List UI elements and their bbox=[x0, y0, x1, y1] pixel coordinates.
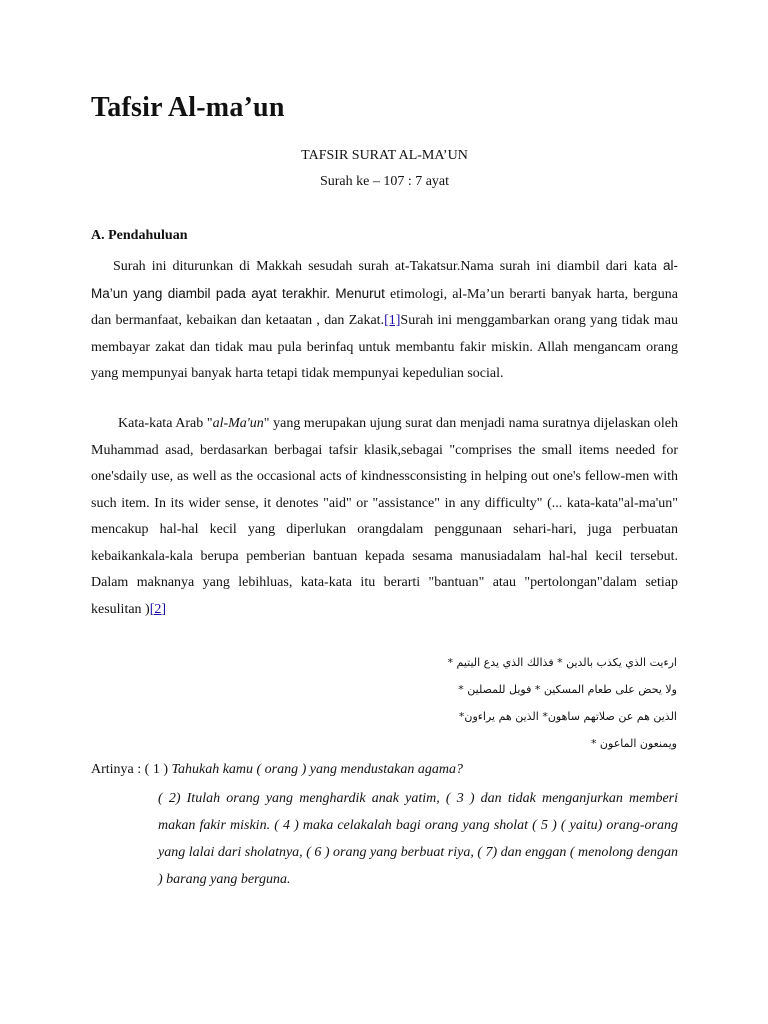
paragraph-intro-text-4: Surah ini menggambarkan orang yang tidak mau membayar zakat dan tidak mau pula berinfaq untuk membantu fakir miskin. Allah mengancam orang yang mempunyai banyak harta tetapi tidak mempunyai kepedulian social. bbox=[91, 313, 678, 381]
translation-label: Artinya : ( 1 ) bbox=[91, 762, 172, 777]
page-title: Tafsir Al-ma’un bbox=[91, 92, 285, 123]
section-heading-pendahuluan: A. Pendahuluan bbox=[91, 228, 188, 243]
footnote-link-2[interactable]: [2] bbox=[149, 601, 167, 617]
translation-verses: ( 2) Itulah orang yang menghardik anak yatim, ( 3 ) dan tidak menganjurkan memberi makan fakir miskin. ( 4 ) maka celakalah bagi orang yang sholat ( 5 ) ( yaitu) orang-orang yang lalai dari sholatnya, ( 6 ) orang yang berbuat riya, ( 7) dan enggan ( menolong dengan ) barang yang berguna. bbox=[158, 791, 678, 887]
paragraph-almaun bbox=[91, 411, 678, 623]
paragraph-almaun-text-1: Kata-kata Arab " bbox=[118, 416, 213, 431]
paragraph-intro-text-2: al-Ma’un yang diambil pada ayat terakhir. Menurut bbox=[91, 258, 678, 301]
translation-first-line bbox=[91, 762, 463, 778]
translation-verse-1: Tahukah kamu ( orang ) yang mendustakan agama? bbox=[171, 762, 463, 777]
arabic-verse-line: ولا يحض على طعام المسكين * فويل للمصلين * bbox=[458, 683, 677, 696]
paragraph-almaun-text-2: " yang merupakan ujung surat dan menjadi nama suratnya dijelaskan oleh Muhammad asad, berdasarkan berbagai tafsir klasik,sebagai "comprises the small items needed for one'sdaily use, as well as the occasional acts of kindnessconsisting in helping out one's fellow-men with such item. In its wider sense, it denotes "aid" or "assistance" in any difficulty" (... kata-kata"al-ma'un" mencakup hal-hal kecil yang diperlukan orangdalam penggunaan sehari-hari, juga perbuatan kebaikankala-kala berupa pemberian bantuan kepada sesama manusiadalam hal-hal kecil tersebut. Dalam maknanya yang lebihluas, kata-kata itu berarti "bantuan" atau "pertolongan"dalam setiap kesulitan ) bbox=[91, 416, 678, 617]
footnote-link-1[interactable]: [1] bbox=[384, 313, 401, 328]
paragraph-intro-text-3: etimologi, al-Ma’un berarti banyak harta, berguna dan bermanfaat, kebaikan dan ketaatan , dan Zakat. bbox=[91, 286, 678, 328]
paragraph-intro bbox=[91, 253, 678, 388]
arabic-verse-line: ارءيت الذي يكذب بالدين * فذالك الذي يدع اليتيم * bbox=[447, 656, 677, 669]
arabic-verse-line: ويمنعون الماعون * bbox=[590, 737, 677, 750]
paragraph-almaun-term: al-Ma'un bbox=[212, 416, 264, 431]
arabic-verse-line: الذين هم عن صلاتهم ساهون* الذين هم يراءون* bbox=[458, 710, 677, 723]
paragraph-intro-text-1: Surah ini diturunkan di Makkah sesudah surah at-Takatsur.Nama surah ini diambil dari kata bbox=[113, 259, 663, 274]
surah-info: Surah ke – 107 : 7 ayat bbox=[319, 174, 450, 189]
subtitle: TAFSIR SURAT AL-MA’UN bbox=[301, 148, 468, 163]
